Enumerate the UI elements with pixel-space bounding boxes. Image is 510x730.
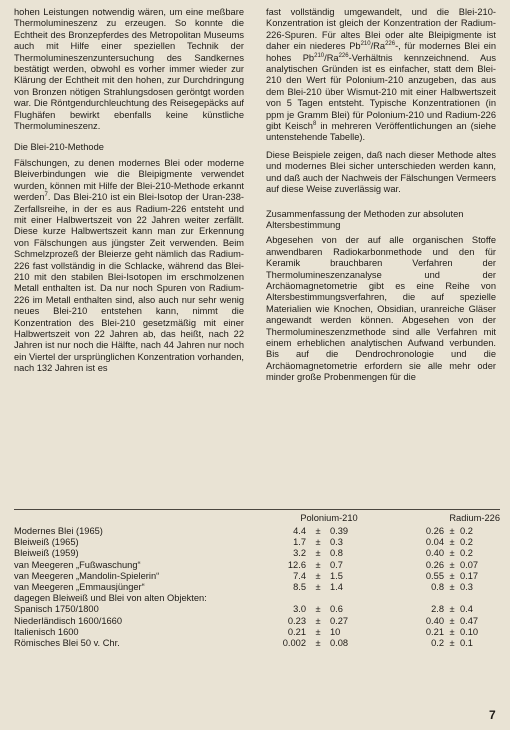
- table-row: [14, 560, 500, 571]
- radium-value: 0.40: [425, 548, 444, 559]
- row-label: Spanisch 1750/1800: [14, 604, 99, 615]
- gap: [382, 537, 416, 548]
- radium-error: 0.2: [460, 526, 473, 536]
- plus-minus: ±: [315, 615, 321, 626]
- section-label: dagegen Bleiweiß und Blei von alten Objekten:: [14, 593, 207, 604]
- table-row: [14, 548, 500, 559]
- plus-minus: ±: [449, 526, 455, 536]
- gap: [382, 638, 416, 649]
- plus-minus: ±: [315, 537, 321, 548]
- right-column: [266, 7, 496, 390]
- gap: [382, 582, 416, 593]
- plus-minus: ±: [315, 548, 321, 559]
- radium-error: 0.17: [460, 570, 479, 581]
- plus-minus: ±: [315, 638, 321, 649]
- plus-minus: ±: [449, 638, 455, 649]
- radium-error: 0.2: [460, 548, 473, 559]
- gap: [382, 627, 416, 638]
- polonium-value: 0.21: [287, 626, 306, 637]
- row-label: Römisches Blei 50 v. Chr.: [14, 638, 120, 649]
- radium-value: 0.26: [425, 526, 444, 536]
- table-header-row: [14, 510, 500, 526]
- blei-210-paragraph: [14, 158, 244, 375]
- table-row: [14, 582, 500, 593]
- table-row: [14, 627, 500, 638]
- polonium-value: 3.0: [293, 604, 306, 615]
- row-label: Bleiweiß (1959): [14, 548, 79, 559]
- plus-minus: ±: [315, 604, 321, 615]
- conclusion-paragraph: Diese Beispiele zeigen, daß nach dieser Methode altes und modernes Blei sicher unterschieden werden kann, und daß auch der Nachweis der Fälschungen Vermeers auf diese Weise zuverlässig war.: [266, 149, 496, 195]
- plus-minus: ±: [449, 626, 455, 637]
- polonium-value: 4.4: [293, 526, 306, 536]
- footnote-ref-7: 7: [44, 192, 48, 198]
- plus-minus: ±: [315, 626, 321, 637]
- text-run: fast vollständig umgewandelt, und die Blei-210-Konzentration ist gleich der Konzentration der Radium-226-Spuren. Für altes Blei oder alte Bleipigmente ist daher ein niederes Pb: [266, 7, 496, 52]
- historic-rows: [14, 604, 500, 649]
- text-run: in mehreren Veröffentlichungen an (siehe untenstehende Tabelle).: [266, 121, 496, 143]
- header-label-cell: [14, 510, 276, 526]
- text-run: -, für modernes Blei ein hohes Pb: [266, 41, 496, 63]
- row-label: Modernes Blei (1965): [14, 526, 103, 536]
- polonium-value: 8.5: [293, 582, 306, 593]
- plus-minus: ±: [315, 526, 321, 536]
- gap: [382, 526, 416, 537]
- gap: [382, 560, 416, 571]
- polonium-value: 12.6: [287, 559, 306, 570]
- row-label: van Meegeren „Emmausjünger“: [14, 582, 145, 593]
- text-run: -Verhältnis kennzeichnend. Aus analytischen Gründen ist es einfacher, statt dem Blei-210 den Wert für Polonium-210 anzugeben, das aus dem Blei-210 über Wismut-210 mit einer Halbwertszeit von 5 Tagen entsteht. Typische Konzentrationen (in ppm je Gramm Blei) für Polonium-210 und Radium-226 gibt Keisch: [266, 52, 496, 132]
- text-run: /Ra: [324, 52, 339, 63]
- plus-minus: ±: [449, 559, 455, 570]
- superscript-226: 226: [338, 52, 349, 59]
- plus-minus: ±: [449, 604, 455, 615]
- radium-error: 0.2: [460, 537, 473, 548]
- section-heading-summary: Zusammenfassung der Methoden zur absoluten Altersbestimmung: [266, 208, 464, 230]
- section-label-body: [14, 593, 500, 604]
- section-label-row: [14, 593, 500, 604]
- section-heading-blei-210: Die Blei-210-Methode: [14, 142, 104, 153]
- row-label: Italienisch 1600: [14, 626, 79, 637]
- gap: [382, 548, 416, 559]
- radium-value: 0.04: [425, 537, 444, 548]
- polonium-error: 0.6: [330, 604, 343, 615]
- table-row: [14, 571, 500, 582]
- footnote-ref-8: 8: [312, 120, 317, 127]
- text-run: Fälschungen, zu denen modernes Blei oder moderne Bleiverbindungen wie die Bleipigmente verwendet wurden, können mit Hilfe der Blei-210-Methode erkannt werden: [14, 157, 244, 203]
- text-run: . Das Blei-210 ist ein Blei-Isotop der Uran-238-Zerfallsreihe, in der es aus Radium-226 entsteht und mit einer Halbwertszeit von 22 Jahren weiter zerfällt. Diese kurze Halbwertszeit kann man zur Erkennung von Fälschungen aus jüngster Zeit verwenden. Beim Schmelzprozeß der Bleierze geht nämlich das Radium-226 fast vollständig in die Schlacke, während das Blei-210 mit den stabilen Blei-Isotopen im erschmolzenen Metall enthalten ist. Da nur noch Spuren von Radium-226 im Metall enthalten sind, also auch nur sehr wenig neues Blei-210 entstehen kann, nimmt die Konzentration des Blei-210 gesetzmäßig mit einer Halbwertszeit von 22 Jahren ab, das heißt, nach 22 Jahren ist nur noch die Hälfte, nach 44 Jahren nur noch ein Viertel der ursprünglichen Konzentration vorhanden, nach 132 Jahren ist es: [14, 192, 244, 374]
- summary-paragraph: Abgesehen von der auf alle organischen Stoffe anwendbaren Radiokarbonmethode und den für Keramik brauchbaren Verfahren der Thermolumineszenzanalyse und der Archäomagnetometrie gibt es eine Reihe von Altersbestimmungsverfahren, die auf spezielle Materialien wie Knochen, Obsidian, uranreiche Gläser angewandt werden können. Abgesehen von der Thermolumineszenzmethode sind alle Verfahren mit einem erheblichen analytischen Aufwand verbunden. Bis auf die Dendrochronologie und die Archäomagnetometrie erfordern sie alle mehr oder minder große Probenmengen für die: [266, 235, 496, 383]
- row-label: van Meegeren „Fußwaschung“: [14, 559, 141, 570]
- radium-error: 0.3: [460, 582, 473, 593]
- header-radium: Radium-226: [449, 513, 500, 523]
- text-run: /Ra: [370, 41, 386, 52]
- table-row: [14, 604, 500, 615]
- header-polonium: Polonium-210: [300, 513, 358, 523]
- gap: [382, 604, 416, 615]
- superscript-226: 226: [385, 41, 396, 48]
- row-label: van Meegeren „Mandolin-Spielerin“: [14, 570, 160, 581]
- radium-value: 0.40: [425, 615, 444, 626]
- plus-minus: ±: [315, 582, 321, 593]
- radium-value: 0.55: [425, 570, 444, 581]
- polonium-error: 0.08: [330, 638, 349, 649]
- row-label: Bleiweiß (1965): [14, 537, 79, 548]
- left-column: [14, 7, 244, 381]
- polonium-error: 0.27: [330, 615, 349, 626]
- polonium-value: 7.4: [293, 570, 306, 581]
- modern-rows: [14, 526, 500, 593]
- polonium-value: 0.23: [287, 615, 306, 626]
- radium-value: 2.8: [431, 604, 444, 615]
- radium-error: 0.1: [460, 638, 473, 649]
- table-row: [14, 526, 500, 537]
- polonium-error: 10: [330, 626, 341, 637]
- concentration-table: [14, 510, 500, 649]
- header-gap: [382, 510, 416, 526]
- radium-error: 0.4: [460, 604, 473, 615]
- row-label: Niederländisch 1600/1660: [14, 615, 123, 626]
- table-row: [14, 537, 500, 548]
- table-row: [14, 638, 500, 649]
- gap: [382, 571, 416, 582]
- polonium-error: 1.4: [330, 582, 343, 593]
- radium-value: 0.26: [425, 559, 444, 570]
- intro-paragraph: hohen Leistungen notwendig wären, um eine meßbare Thermolumineszenz zu erzeugen. So konnte die Echtheit des Bronzepferdes des Metropolitan Museums auch mit Hilfe einer speziellen Technik der Thermolumineszenzuntersuchung des Sandkernes bestätigt werden, obwohl es vorher immer wieder zur Klärung der Echtheit mit den hohen, zur Durchdringung von Bronzen nötigen Strahlungsdosen geröntgt worden war. Die Röntgendurchleuchtung des Reisegepäcks auf Flughäfen bewirkt ebenfalls keine künstliche Thermolumineszenz.: [14, 7, 244, 132]
- radium-error: 0.47: [460, 615, 479, 626]
- polonium-error: 1.5: [330, 570, 343, 581]
- gap: [382, 616, 416, 627]
- plus-minus: ±: [449, 615, 455, 626]
- radium-value: 0.8: [431, 582, 444, 593]
- polonium-error: 0.39: [330, 526, 349, 536]
- polonium-error: 0.7: [330, 559, 343, 570]
- table-row: [14, 616, 500, 627]
- superscript-210: 210: [360, 41, 371, 48]
- polonium-error: 0.8: [330, 548, 343, 559]
- radium-value: 0.2: [431, 638, 444, 649]
- plus-minus: ±: [449, 570, 455, 581]
- radium-value: 0.21: [425, 626, 444, 637]
- plus-minus: ±: [315, 570, 321, 581]
- plus-minus: ±: [315, 559, 321, 570]
- plus-minus: ±: [449, 582, 455, 593]
- page-number: 7: [489, 708, 496, 722]
- radium-error: 0.07: [460, 559, 479, 570]
- superscript-210: 210: [314, 52, 325, 59]
- polonium-value: 3.2: [293, 548, 306, 559]
- plus-minus: ±: [449, 537, 455, 548]
- ratio-paragraph: [266, 7, 496, 144]
- plus-minus: ±: [449, 548, 455, 559]
- isotope-table: [14, 509, 500, 649]
- polonium-error: 0.3: [330, 537, 343, 548]
- radium-error: 0.10: [460, 626, 479, 637]
- polonium-value: 0.002: [282, 638, 306, 649]
- polonium-value: 1.7: [293, 537, 306, 548]
